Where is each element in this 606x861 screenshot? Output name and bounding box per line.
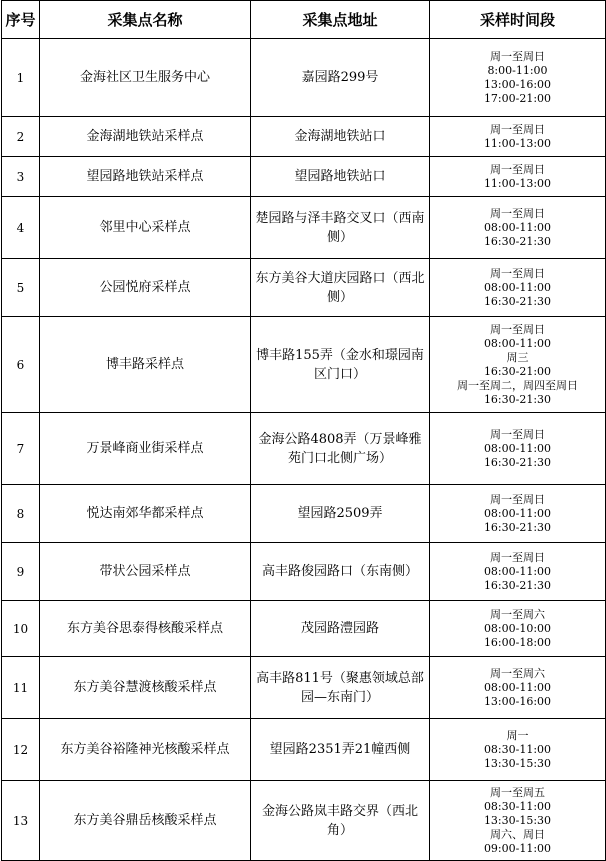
site-name: 悦达南郊华都采样点 [40, 485, 251, 543]
table-row [2, 317, 606, 413]
sampling-times [430, 485, 606, 543]
row-number: 7 [2, 413, 40, 485]
time-line: 8:00-11:00 [487, 63, 548, 77]
sampling-times [430, 543, 606, 601]
sampling-times [430, 39, 606, 117]
time-line: 周一至周日 [490, 322, 545, 336]
row-number: 9 [2, 543, 40, 601]
time-line: 周三 [506, 350, 529, 364]
time-line: 08:00-11:00 [483, 280, 552, 294]
site-address: 金海湖地铁站口 [251, 117, 430, 157]
time-line: 16:30-21:30 [483, 520, 552, 534]
time-line: 周一至周五 [490, 785, 545, 799]
site-address: 望园路地铁站口 [251, 157, 430, 197]
sampling-times [430, 197, 606, 259]
time-line: 11:00-13:00 [483, 176, 552, 190]
row-number: 12 [2, 719, 40, 781]
site-name: 金海湖地铁站采样点 [40, 117, 251, 157]
table-body [2, 39, 606, 861]
time-line: 13:30-15:30 [483, 813, 552, 827]
time-line: 11:00-13:00 [483, 136, 552, 150]
sampling-times [430, 781, 606, 861]
sampling-sites-table [1, 0, 606, 861]
row-number: 8 [2, 485, 40, 543]
site-name: 望园路地铁站采样点 [40, 157, 251, 197]
time-line: 08:00-11:00 [483, 564, 552, 578]
header-sampling-time: 采样时间段 [430, 1, 606, 39]
table-row [2, 413, 606, 485]
time-line: 周一至周二，周四至周日 [457, 378, 578, 392]
time-line: 16:30-21:30 [483, 392, 552, 406]
site-name: 东方美谷鼎岳核酸采样点 [40, 781, 251, 861]
table-row [2, 601, 606, 657]
time-line: 16:30-21:30 [483, 455, 552, 469]
site-address: 楚园路与泽丰路交叉口（西南侧） [251, 197, 430, 259]
time-line: 08:00-10:00 [483, 621, 552, 635]
header-number: 序号 [2, 1, 40, 39]
time-line: 周一至周日 [490, 266, 545, 280]
site-address: 金海公路岚丰路交界（西北角） [251, 781, 430, 861]
time-line: 16:30-21:30 [483, 578, 552, 592]
site-name: 公园悦府采样点 [40, 259, 251, 317]
site-name: 东方美谷慧渡核酸采样点 [40, 657, 251, 719]
time-line: 周一 [506, 728, 529, 742]
time-line: 16:30-21:30 [483, 234, 552, 248]
site-name: 博丰路采样点 [40, 317, 251, 413]
sampling-times [430, 259, 606, 317]
header-site-address: 采集点地址 [251, 1, 430, 39]
row-number: 2 [2, 117, 40, 157]
sampling-times [430, 117, 606, 157]
table-row [2, 781, 606, 861]
sampling-times [430, 601, 606, 657]
time-line: 16:30-21:30 [483, 294, 552, 308]
time-line: 08:00-11:00 [483, 680, 552, 694]
table-row [2, 485, 606, 543]
row-number: 4 [2, 197, 40, 259]
site-address: 望园路2509弄 [251, 485, 430, 543]
time-line: 08:00-11:00 [483, 220, 552, 234]
site-address: 东方美谷大道庆园路口（西北侧） [251, 259, 430, 317]
table-row [2, 259, 606, 317]
site-address: 茂园路澧园路 [251, 601, 430, 657]
site-name: 东方美谷裕隆神光核酸采样点 [40, 719, 251, 781]
time-line: 周六、周日 [490, 827, 545, 841]
sampling-times [430, 317, 606, 413]
header-site-name: 采集点名称 [40, 1, 251, 39]
sampling-times [430, 413, 606, 485]
site-name: 万景峰商业街采样点 [40, 413, 251, 485]
time-line: 周一至周日 [490, 162, 545, 176]
time-line: 13:00-16:00 [483, 77, 552, 91]
site-name: 金海社区卫生服务中心 [40, 39, 251, 117]
site-name: 邻里中心采样点 [40, 197, 251, 259]
row-number: 13 [2, 781, 40, 861]
time-line: 16:30-21:00 [483, 364, 552, 378]
row-number: 3 [2, 157, 40, 197]
site-address: 高丰路俊园路口（东南侧） [251, 543, 430, 601]
time-line: 周一至周日 [490, 49, 545, 63]
site-name: 带状公园采样点 [40, 543, 251, 601]
site-address: 望园路2351弄21幢西侧 [251, 719, 430, 781]
site-address: 嘉园路299号 [251, 39, 430, 117]
sampling-times [430, 157, 606, 197]
time-line: 周一至周日 [490, 427, 545, 441]
row-number: 1 [2, 39, 40, 117]
time-line: 周一至周日 [490, 550, 545, 564]
site-address: 高丰路811号（聚惠领域总部园—东南门） [251, 657, 430, 719]
table-row [2, 657, 606, 719]
row-number: 11 [2, 657, 40, 719]
table-row [2, 157, 606, 197]
time-line: 周一至周日 [490, 492, 545, 506]
sampling-times [430, 719, 606, 781]
row-number: 5 [2, 259, 40, 317]
site-name: 东方美谷思泰得核酸采样点 [40, 601, 251, 657]
time-line: 13:00-16:00 [483, 694, 552, 708]
time-line: 08:30-11:00 [483, 742, 552, 756]
site-address: 博丰路155弄（金水和璟园南区门口） [251, 317, 430, 413]
time-line: 08:30-11:00 [483, 799, 552, 813]
table-row [2, 719, 606, 781]
table-row [2, 117, 606, 157]
time-line: 09:00-11:00 [483, 841, 552, 855]
time-line: 13:30-15:30 [483, 756, 552, 770]
time-line: 周一至周日 [490, 122, 545, 136]
time-line: 周一至周日 [490, 206, 545, 220]
time-line: 周一至周六 [490, 666, 545, 680]
time-line: 17:00-21:00 [483, 91, 552, 105]
table-row [2, 197, 606, 259]
site-address: 金海公路4808弄（万景峰雅苑门口北侧广场） [251, 413, 430, 485]
time-line: 08:00-11:00 [483, 336, 552, 350]
time-line: 16:00-18:00 [483, 635, 552, 649]
table-row [2, 39, 606, 117]
time-line: 08:00-11:00 [483, 441, 552, 455]
time-line: 周一至周六 [490, 607, 545, 621]
table-row [2, 543, 606, 601]
sampling-times [430, 657, 606, 719]
row-number: 10 [2, 601, 40, 657]
header-row [2, 1, 606, 39]
row-number: 6 [2, 317, 40, 413]
time-line: 08:00-11:00 [483, 506, 552, 520]
